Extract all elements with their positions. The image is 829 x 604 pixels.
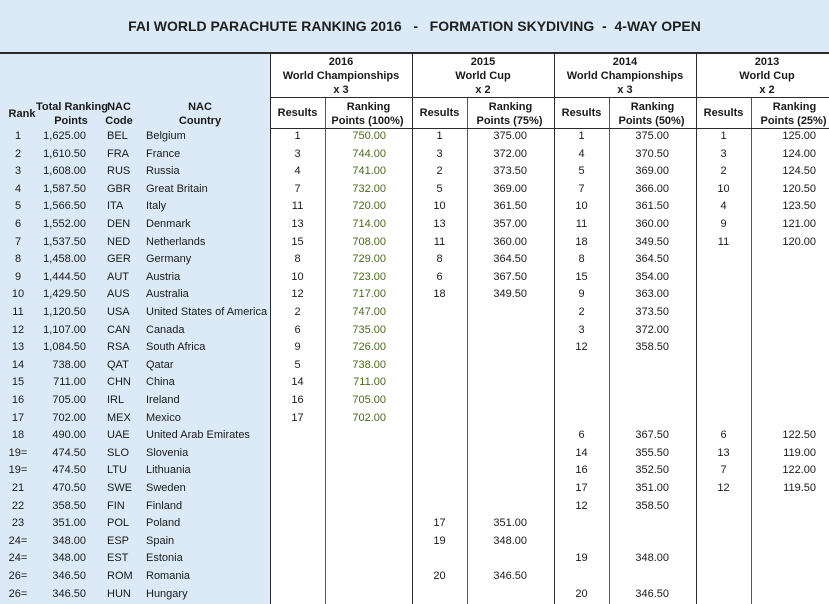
- country-cell: Romania: [146, 570, 191, 582]
- result-cell: 16: [291, 394, 304, 406]
- result-cell: 6: [436, 271, 443, 283]
- event-multiplier-2014: x 3: [617, 84, 633, 96]
- nac-code-cell: ITA: [107, 200, 124, 212]
- nac-code-cell: RSA: [107, 341, 130, 353]
- country-header-line1: NAC: [188, 101, 212, 113]
- country-cell: Russia: [146, 165, 180, 177]
- result-cell: 5: [436, 183, 443, 195]
- result-cell: 15: [575, 271, 588, 283]
- total-points-cell: 738.00: [52, 359, 86, 371]
- rank-cell: 12: [11, 324, 25, 336]
- rank-cell: 21: [11, 482, 25, 494]
- country-cell: Ireland: [146, 394, 180, 406]
- total-points-cell: 1,429.50: [43, 288, 86, 300]
- points-cell: 372.00: [493, 148, 527, 160]
- result-cell: 19: [433, 535, 446, 547]
- result-cell: 12: [291, 288, 304, 300]
- country-cell: Poland: [146, 517, 181, 529]
- nac-code-cell: FRA: [107, 148, 129, 160]
- total-points-cell: 351.00: [52, 517, 86, 529]
- results-header-2013: Results: [703, 107, 744, 119]
- ranking-header-line2-2015: Points (75%): [476, 115, 543, 127]
- result-cell: 9: [720, 218, 727, 230]
- points-cell: 373.50: [635, 306, 669, 318]
- result-cell: 2: [720, 165, 727, 177]
- points-cell: 369.00: [635, 165, 669, 177]
- total-points-cell: 1,120.50: [43, 306, 86, 318]
- nac-header-line1: NAC: [107, 101, 131, 113]
- ranking-header-line2-2014: Points (50%): [618, 115, 685, 127]
- country-header-line2: Country: [178, 115, 222, 127]
- total-points-cell: 702.00: [52, 412, 86, 424]
- nac-code-cell: LTU: [107, 464, 127, 476]
- points-cell: 364.50: [493, 253, 527, 265]
- result-cell: 6: [294, 324, 301, 336]
- points-cell: 358.50: [635, 341, 669, 353]
- result-cell: 5: [578, 165, 585, 177]
- rank-cell: 17: [11, 412, 25, 424]
- country-cell: Estonia: [146, 552, 183, 564]
- result-cell: 10: [717, 183, 730, 195]
- points-cell: 360.00: [493, 236, 527, 248]
- points-cell: 735.00: [352, 324, 386, 336]
- result-cell: 2: [436, 165, 443, 177]
- rank-cell: 13: [11, 341, 25, 353]
- points-cell: 120.50: [782, 183, 816, 195]
- result-cell: 4: [578, 148, 585, 160]
- country-cell: Hungary: [146, 588, 188, 600]
- result-cell: 4: [294, 165, 301, 177]
- rank-cell: 23: [11, 517, 25, 529]
- result-cell: 6: [720, 429, 727, 441]
- nac-header-line2: Code: [105, 115, 133, 127]
- country-cell: Lithuania: [146, 464, 191, 476]
- points-cell: 726.00: [352, 341, 386, 353]
- event-year-2013: 2013: [754, 56, 780, 68]
- points-cell: 717.00: [352, 288, 386, 300]
- country-cell: France: [146, 148, 181, 160]
- nac-code-cell: POL: [107, 517, 130, 529]
- points-cell: 121.00: [782, 218, 816, 230]
- points-cell: 358.50: [635, 500, 669, 512]
- points-cell: 122.00: [782, 464, 816, 476]
- points-cell: 349.50: [635, 236, 669, 248]
- result-cell: 17: [433, 517, 446, 529]
- result-cell: 1: [720, 130, 727, 142]
- event-year-2014: 2014: [612, 56, 638, 68]
- country-cell: United States of America: [146, 306, 268, 318]
- nac-code-cell: QAT: [107, 359, 129, 371]
- points-cell: 125.00: [782, 130, 816, 142]
- country-cell: Slovenia: [146, 447, 189, 459]
- points-cell: 363.00: [635, 288, 669, 300]
- points-cell: 352.50: [635, 464, 669, 476]
- nac-code-cell: ROM: [107, 570, 133, 582]
- country-cell: Italy: [146, 200, 167, 212]
- rank-cell: 1: [14, 130, 22, 142]
- result-cell: 14: [575, 447, 588, 459]
- country-cell: Spain: [146, 535, 175, 547]
- result-cell: 1: [578, 130, 585, 142]
- rank-cell: 19=: [8, 464, 28, 476]
- points-cell: 355.50: [635, 447, 669, 459]
- ranking-header-line2-2016: Points (100%): [331, 115, 404, 127]
- rank-cell: 2: [14, 148, 22, 160]
- result-cell: 1: [294, 130, 301, 142]
- country-cell: Belgium: [146, 130, 186, 142]
- points-cell: 346.50: [635, 588, 669, 600]
- points-cell: 349.50: [493, 288, 527, 300]
- result-cell: 8: [436, 253, 443, 265]
- result-cell: 12: [575, 341, 588, 353]
- points-cell: 357.00: [493, 218, 527, 230]
- nac-code-cell: NED: [107, 236, 131, 248]
- points-cell: 348.00: [635, 552, 669, 564]
- points-cell: 373.50: [493, 165, 527, 177]
- nac-code-cell: EST: [107, 552, 129, 564]
- result-cell: 3: [436, 148, 443, 160]
- event-multiplier-2015: x 2: [475, 84, 491, 96]
- results-header-2015: Results: [419, 107, 460, 119]
- result-cell: 17: [575, 482, 588, 494]
- rank-cell: 24=: [8, 535, 28, 547]
- total-points-cell: 1,587.50: [43, 183, 86, 195]
- rank-cell: 26=: [8, 570, 28, 582]
- points-cell: 119.00: [783, 447, 816, 459]
- result-cell: 9: [578, 288, 585, 300]
- points-cell: 738.00: [352, 359, 386, 371]
- result-cell: 9: [294, 341, 301, 353]
- points-cell: 711.00: [353, 376, 386, 388]
- results-header-2016: Results: [277, 107, 318, 119]
- total-points-cell: 346.50: [52, 570, 86, 582]
- points-cell: 370.50: [635, 148, 669, 160]
- nac-code-cell: RUS: [107, 165, 131, 177]
- total-points-cell: 1,444.50: [43, 271, 86, 283]
- result-cell: 11: [717, 236, 730, 248]
- total-points-cell: 470.50: [52, 482, 86, 494]
- country-cell: United Arab Emirates: [146, 429, 250, 441]
- total-points-cell: 346.50: [52, 588, 86, 600]
- nac-code-cell: SWE: [107, 482, 133, 494]
- rank-cell: 22: [11, 500, 25, 512]
- result-cell: 12: [575, 500, 588, 512]
- result-cell: 2: [294, 306, 301, 318]
- points-cell: 346.50: [493, 570, 527, 582]
- result-cell: 17: [291, 412, 304, 424]
- points-cell: 361.50: [493, 200, 527, 212]
- total-points-cell: 705.00: [52, 394, 86, 406]
- country-cell: Austria: [146, 271, 181, 283]
- points-cell: 360.00: [635, 218, 669, 230]
- points-cell: 367.50: [635, 429, 669, 441]
- result-cell: 10: [433, 200, 446, 212]
- result-cell: 5: [294, 359, 301, 371]
- result-cell: 19: [575, 552, 588, 564]
- points-cell: 705.00: [352, 394, 386, 406]
- points-cell: 702.00: [352, 412, 386, 424]
- points-cell: 123.50: [782, 200, 816, 212]
- country-cell: Finland: [146, 500, 183, 512]
- rank-cell: 8: [14, 253, 22, 265]
- points-cell: 375.00: [493, 130, 527, 142]
- result-cell: 11: [433, 236, 446, 248]
- total-points-cell: 1,458.00: [43, 253, 86, 265]
- total-points-cell: 490.00: [52, 429, 86, 441]
- result-cell: 1: [436, 130, 443, 142]
- result-cell: 10: [291, 271, 304, 283]
- result-cell: 13: [717, 447, 730, 459]
- total-points-cell: 1,107.00: [43, 324, 86, 336]
- nac-code-cell: GER: [107, 253, 131, 265]
- country-cell: Great Britain: [146, 183, 208, 195]
- points-cell: 120.00: [782, 236, 816, 248]
- rank-cell: 19=: [8, 447, 28, 459]
- event-name-2016: World Championships: [282, 70, 400, 82]
- event-name-2014: World Championships: [566, 70, 684, 82]
- nac-code-cell: AUT: [107, 271, 129, 283]
- nac-code-cell: SLO: [107, 447, 130, 459]
- total-header-line1: Total Ranking: [36, 101, 108, 113]
- country-cell: South Africa: [146, 341, 206, 353]
- rank-cell: 15: [11, 376, 25, 388]
- points-cell: 366.00: [635, 183, 669, 195]
- points-cell: 741.00: [352, 165, 386, 177]
- event-year-2015: 2015: [470, 56, 496, 68]
- nac-code-cell: FIN: [107, 500, 125, 512]
- rank-cell: 9: [14, 271, 22, 283]
- nac-code-cell: CAN: [107, 324, 131, 336]
- ranking-header-line1-2014: Ranking: [630, 101, 675, 113]
- points-cell: 732.00: [352, 183, 386, 195]
- title-band: [0, 0, 829, 54]
- result-cell: 18: [575, 236, 588, 248]
- country-cell: China: [146, 376, 175, 388]
- points-cell: 372.00: [635, 324, 669, 336]
- points-cell: 119.50: [783, 482, 816, 494]
- nac-code-cell: CHN: [107, 376, 131, 388]
- country-cell: Australia: [146, 288, 189, 300]
- event-multiplier-2013: x 2: [759, 84, 775, 96]
- total-header-line2: Points: [54, 115, 88, 127]
- ranking-header-line2-2013: Points (25%): [760, 115, 827, 127]
- result-cell: 12: [717, 482, 730, 494]
- rank-cell: 24=: [8, 552, 28, 564]
- nac-code-cell: USA: [107, 306, 130, 318]
- points-cell: 375.00: [635, 130, 669, 142]
- total-points-cell: 1,608.00: [43, 165, 86, 177]
- result-cell: 11: [575, 218, 588, 230]
- points-cell: 361.50: [635, 200, 669, 212]
- event-name-2015: World Cup: [455, 70, 511, 82]
- points-cell: 723.00: [352, 271, 386, 283]
- points-cell: 744.00: [352, 148, 386, 160]
- points-cell: 124.50: [782, 165, 816, 177]
- country-cell: Germany: [146, 253, 192, 265]
- points-cell: 364.50: [635, 253, 669, 265]
- result-cell: 4: [720, 200, 727, 212]
- total-points-cell: 711.00: [53, 376, 86, 388]
- ranking-header-line1-2016: Ranking: [346, 101, 391, 113]
- result-cell: 13: [291, 218, 304, 230]
- result-cell: 8: [578, 253, 585, 265]
- country-cell: Qatar: [146, 359, 174, 371]
- result-cell: 20: [433, 570, 446, 582]
- event-name-2013: World Cup: [739, 70, 795, 82]
- rank-cell: 18: [11, 429, 25, 441]
- ranking-header-line1-2015: Ranking: [488, 101, 533, 113]
- rank-cell: 11: [12, 306, 24, 318]
- total-points-cell: 1,625.00: [43, 130, 86, 142]
- rank-cell: 14: [11, 359, 25, 371]
- rank-cell: 6: [14, 218, 22, 230]
- result-cell: 3: [578, 324, 585, 336]
- rank-cell: 7: [14, 236, 22, 248]
- points-cell: 351.00: [635, 482, 669, 494]
- header-rule: [270, 97, 829, 98]
- result-cell: 13: [433, 218, 446, 230]
- points-cell: 124.00: [782, 148, 816, 160]
- total-points-cell: 1,552.00: [43, 218, 86, 230]
- result-cell: 2: [578, 306, 585, 318]
- nac-code-cell: UAE: [107, 429, 130, 441]
- page-title: FAI WORLD PARACHUTE RANKING 2016 - FORMATION SKYDIVING - 4-WAY OPEN: [128, 18, 701, 34]
- result-cell: 3: [294, 148, 301, 160]
- result-cell: 10: [575, 200, 588, 212]
- country-cell: Denmark: [146, 218, 191, 230]
- result-cell: 7: [720, 464, 727, 476]
- rank-cell: 3: [14, 165, 22, 177]
- result-cell: 7: [578, 183, 585, 195]
- total-points-cell: 1,610.50: [43, 148, 86, 160]
- results-header-2014: Results: [561, 107, 602, 119]
- event-year-2016: 2016: [328, 56, 354, 68]
- total-points-cell: 358.50: [52, 500, 86, 512]
- points-cell: 354.00: [635, 271, 669, 283]
- result-cell: 8: [294, 253, 301, 265]
- points-cell: 708.00: [352, 236, 386, 248]
- total-points-cell: 474.50: [52, 464, 86, 476]
- result-cell: 15: [291, 236, 304, 248]
- points-cell: 367.50: [493, 271, 527, 283]
- column-divider: [751, 97, 752, 604]
- rank-cell: 16: [11, 394, 25, 406]
- nac-code-cell: HUN: [107, 588, 131, 600]
- points-cell: 720.00: [352, 200, 386, 212]
- result-cell: 11: [291, 200, 304, 212]
- result-cell: 20: [575, 588, 588, 600]
- points-cell: 122.50: [782, 429, 816, 441]
- rank-cell: 26=: [8, 588, 28, 600]
- points-cell: 369.00: [493, 183, 527, 195]
- result-cell: 3: [720, 148, 727, 160]
- result-cell: 6: [578, 429, 585, 441]
- rank-cell: 10: [11, 288, 25, 300]
- total-points-cell: 1,566.50: [43, 200, 86, 212]
- nac-code-cell: IRL: [107, 394, 125, 406]
- total-points-cell: 1,537.50: [43, 236, 86, 248]
- country-cell: Canada: [146, 324, 185, 336]
- points-cell: 729.00: [352, 253, 386, 265]
- result-cell: 7: [294, 183, 301, 195]
- total-points-cell: 348.00: [52, 535, 86, 547]
- country-cell: Netherlands: [146, 236, 206, 248]
- nac-code-cell: DEN: [107, 218, 131, 230]
- points-cell: 747.00: [352, 306, 386, 318]
- country-cell: Sweden: [146, 482, 186, 494]
- total-points-cell: 1,084.50: [43, 341, 86, 353]
- nac-code-cell: MEX: [107, 412, 131, 424]
- points-cell: 750.00: [352, 130, 386, 142]
- result-cell: 18: [433, 288, 446, 300]
- rank-header: Rank: [8, 108, 36, 120]
- points-cell: 348.00: [493, 535, 527, 547]
- nac-code-cell: GBR: [107, 183, 131, 195]
- points-cell: 714.00: [352, 218, 386, 230]
- rank-cell: 5: [14, 200, 22, 212]
- country-cell: Mexico: [146, 412, 181, 424]
- ranking-header-line1-2013: Ranking: [772, 101, 817, 113]
- total-points-cell: 474.50: [52, 447, 86, 459]
- rank-cell: 4: [14, 183, 22, 195]
- total-points-cell: 348.00: [52, 552, 86, 564]
- result-cell: 16: [575, 464, 588, 476]
- event-multiplier-2016: x 3: [333, 84, 349, 96]
- nac-code-cell: BEL: [107, 130, 128, 142]
- result-cell: 14: [291, 376, 304, 388]
- points-cell: 351.00: [493, 517, 527, 529]
- nac-code-cell: AUS: [107, 288, 130, 300]
- nac-code-cell: ESP: [107, 535, 130, 547]
